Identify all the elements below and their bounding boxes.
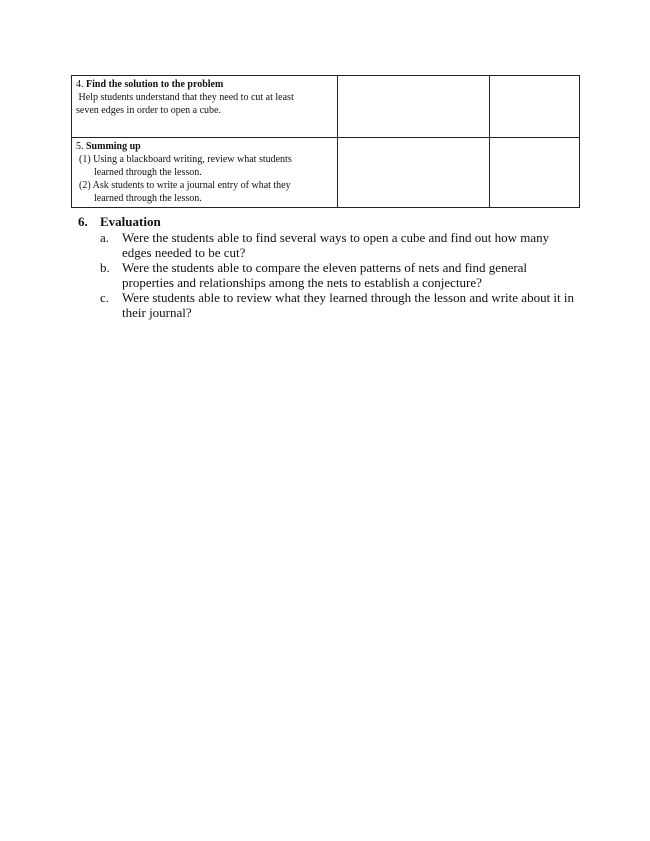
activity-cell (72, 138, 338, 208)
item-letter: a. (100, 230, 110, 245)
item-letter: c. (100, 290, 110, 305)
step-text-line: Help students understand that they need to cut at least (76, 92, 294, 103)
step-heading (76, 140, 333, 153)
table-row-step-4 (72, 76, 580, 138)
empty-cell (490, 138, 580, 208)
summing-item-2: (2) Ask students to write a journal entry of what they (79, 180, 291, 191)
item-text: Were the students able to find several ways to open a cube and find out how many edges needed to be cut? (122, 230, 550, 260)
step-title: Summing up (86, 141, 141, 152)
evaluation-item-b (78, 260, 578, 290)
empty-cell (338, 138, 490, 208)
step-number: 5. (76, 141, 84, 152)
step-number: 4. (76, 79, 84, 90)
empty-cell (490, 76, 580, 138)
item-text: Were students able to review what they learned through the lesson and write about it in their journal? (122, 290, 575, 320)
summing-item-1: (1) Using a blackboard writing, review what students (79, 154, 292, 165)
step-heading (76, 78, 333, 91)
item-letter: b. (100, 260, 110, 275)
item-text: Were the students able to compare the eleven patterns of nets and find general properties and relationships among the nets to establish a conjecture? (122, 260, 528, 290)
section-number: 6. (78, 214, 88, 229)
evaluation-item-a (78, 230, 578, 260)
evaluation-section (78, 214, 578, 320)
evaluation-list (78, 230, 578, 320)
step-text-line: seven edges in order to open a cube. (76, 105, 221, 116)
evaluation-heading (78, 214, 578, 229)
section-title: Evaluation (100, 214, 161, 229)
summing-item-1-cont: learned through the lesson. (94, 167, 202, 178)
table-row-step-5 (72, 138, 580, 208)
lesson-plan-table (71, 75, 580, 208)
activity-cell (72, 76, 338, 138)
empty-cell (338, 76, 490, 138)
summing-item-2-cont: learned through the lesson. (94, 193, 202, 204)
step-title: Find the solution to the problem (86, 79, 224, 90)
evaluation-item-c (78, 290, 578, 320)
